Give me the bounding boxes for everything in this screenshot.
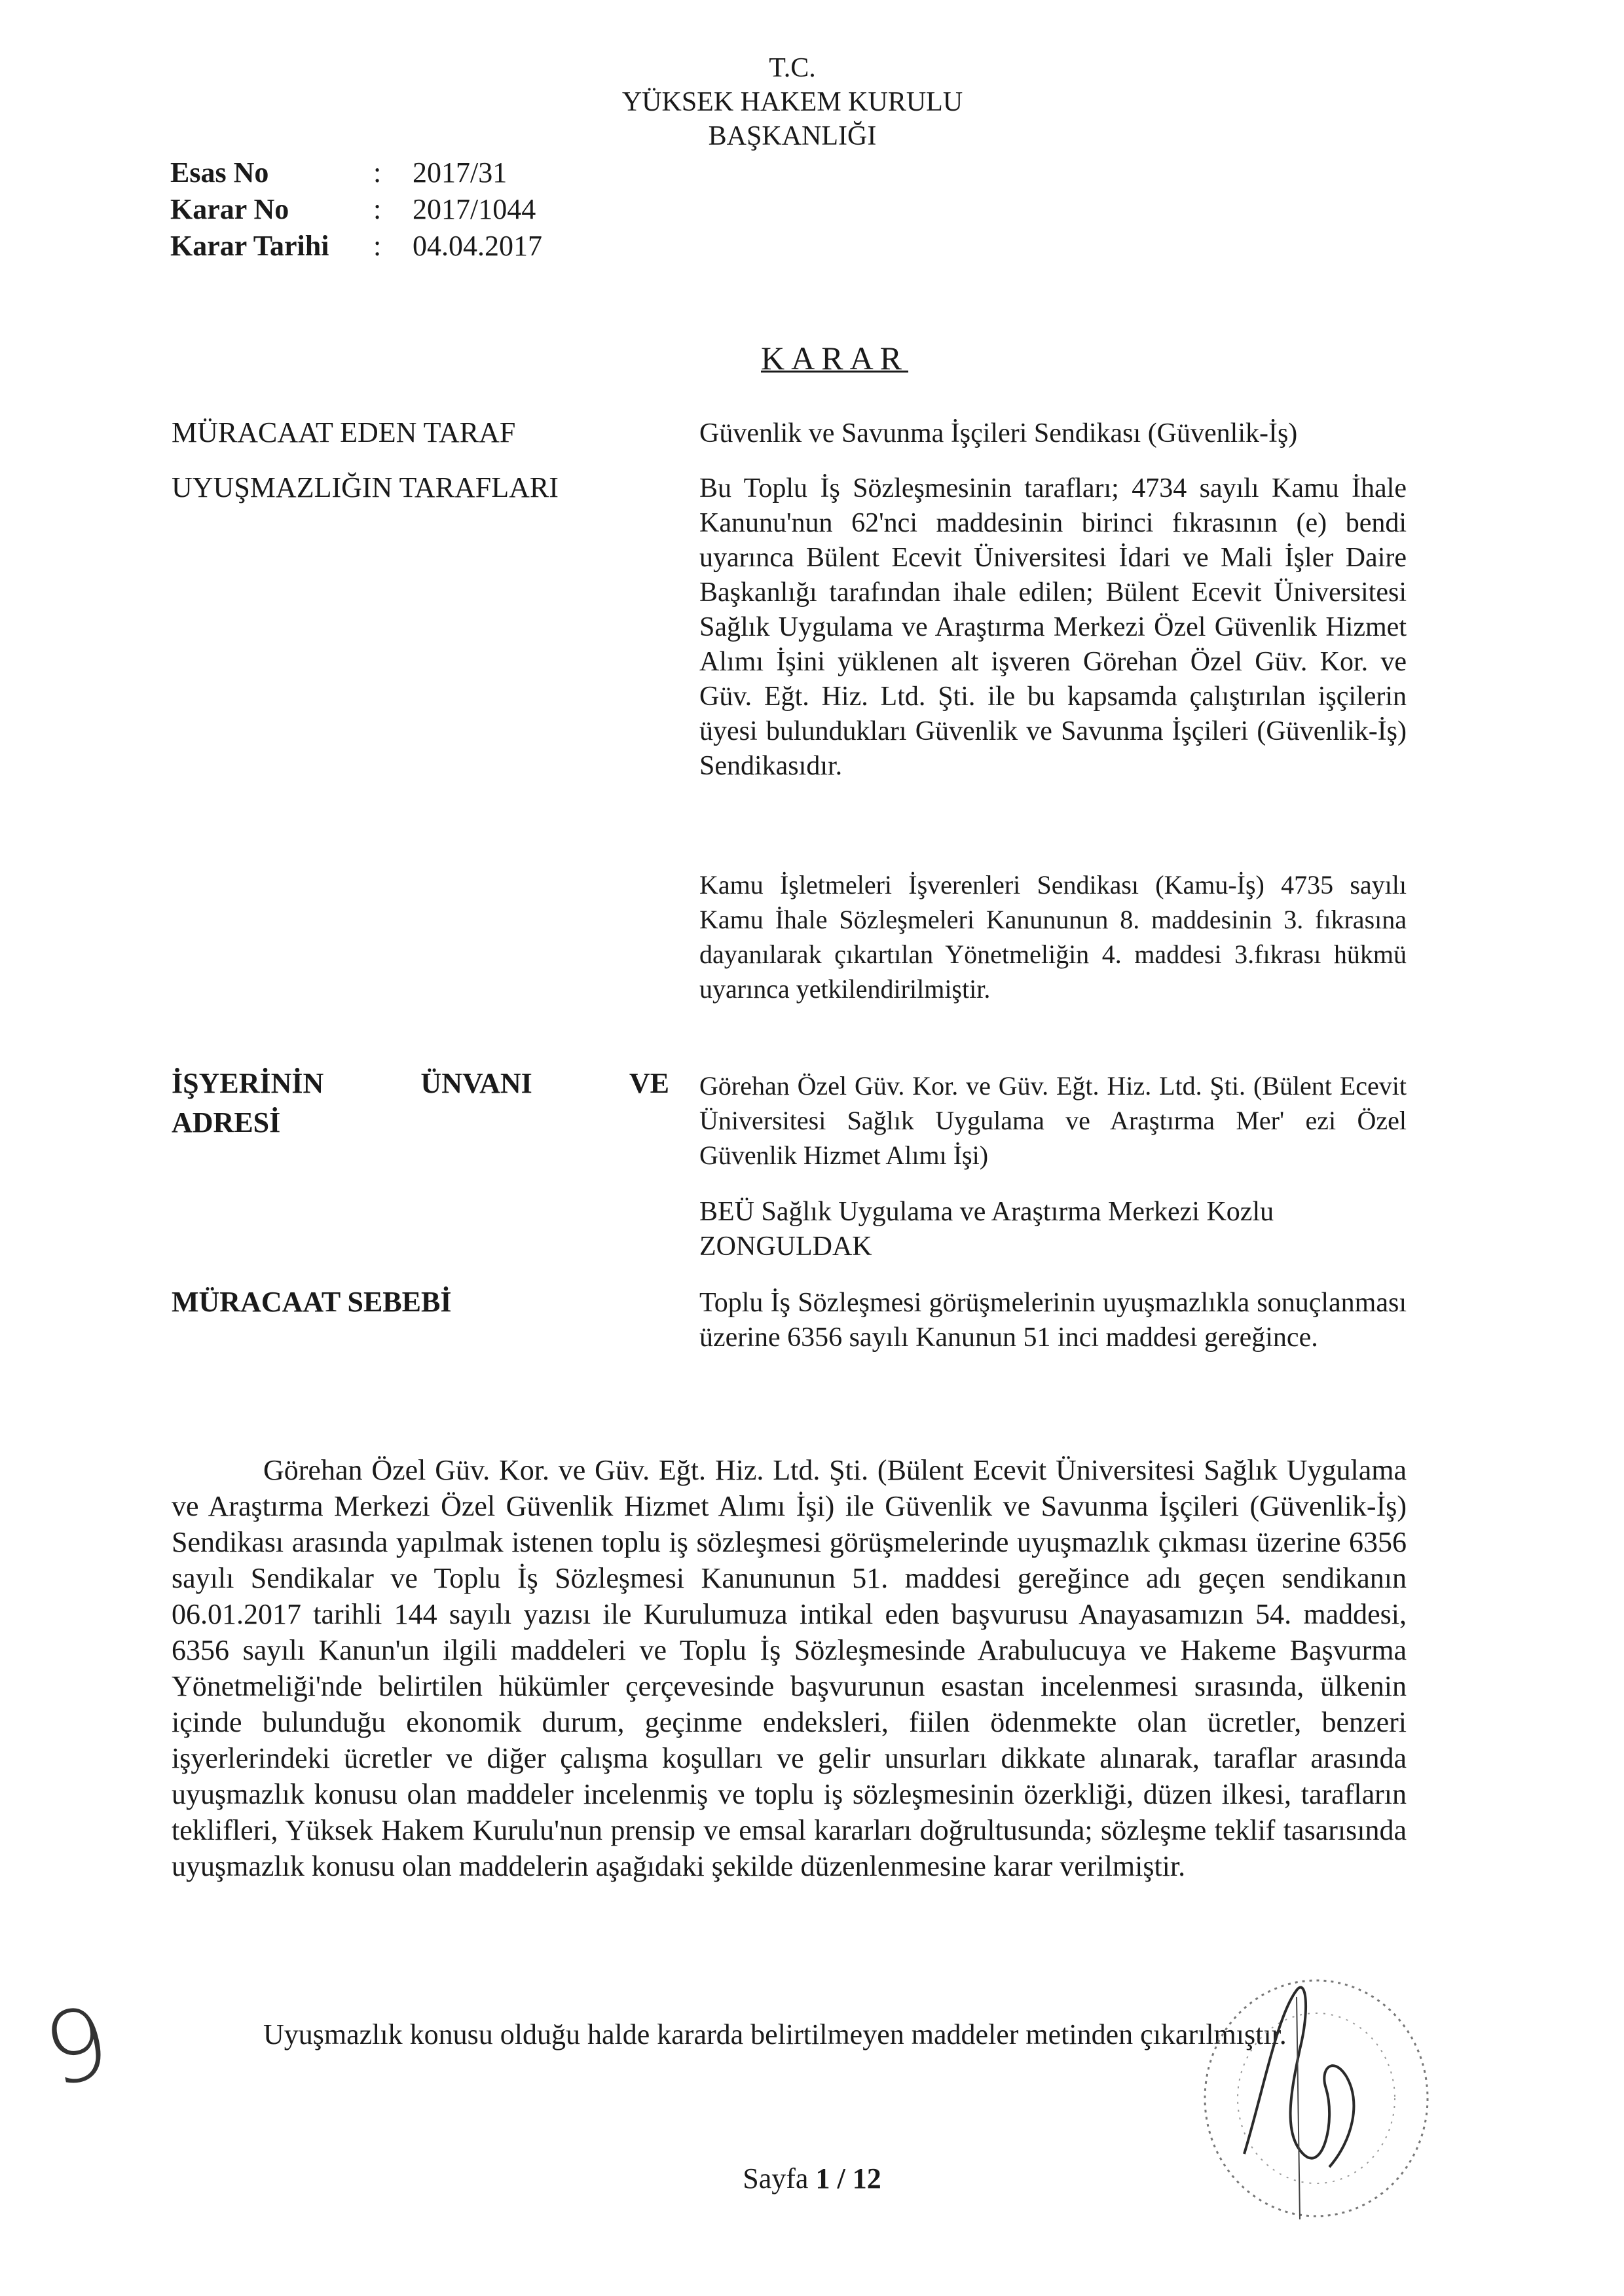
isyeri-label-word3: VE — [629, 1067, 669, 1099]
handwritten-page-mark: 9 — [34, 1984, 120, 2110]
isyeri-label-line2: ADRESİ — [172, 1106, 281, 1139]
isyeri-label-line1 — [172, 1065, 669, 1102]
page-separator: / — [837, 2162, 845, 2195]
document-title: KARAR — [761, 340, 909, 376]
taraflar-label: UYUŞMAZLIĞIN TARAFLARI — [172, 471, 559, 503]
page-current: 1 — [815, 2162, 830, 2195]
karar-label: Karar No — [170, 193, 289, 225]
karar-sep: : — [373, 193, 382, 225]
karar-value: 2017/1044 — [413, 193, 536, 225]
tarih-row — [170, 228, 629, 264]
tarih-label: Karar Tarihi — [170, 230, 329, 262]
muracaat-eden-label: MÜRACAAT EDEN TARAF — [172, 416, 516, 448]
header-institution: YÜKSEK HAKEM KURULU — [621, 87, 963, 117]
header-country: T.C. — [769, 53, 816, 83]
taraflar-text-2: Kamu İşletmeleri İşverenleri Sendikası (Kamu-İş) 4735 sayılı Kamu İhale Sözleşmeleri Kanununun 8. maddesinin 3. fıkrasına dayanılarak çıkartılan Yönetmeliğin 4. maddesi 3.fıkrası hükmü uyarınca yetkilendirilmiştir. — [699, 870, 1407, 1004]
isyeri-label-word1: İŞYERİNİN — [172, 1067, 324, 1099]
body-paragraph-1: Görehan Özel Güv. Kor. ve Güv. Eğt. Hiz. Ltd. Şti. (Bülent Ecevit Üniversitesi Sağlık Uygulama ve Araştırma Merkezi Özel Güvenlik Hizmet Alımı İşi) ile Güvenlik ve Savunma İşçileri (Güvenlik-İş) Sendikası arasında yapılmak istenen toplu iş sözleşmesi görüşmelerinde uyuşmazlık çıkması üzerine 6356 sayılı Sendikalar ve Toplu İş Sözleşmesi Kanununun 51. maddesi gereğince adı geçen sendikanın 06.01.2017 tarihli 144 sayılı yazısı ile Kurulumuza intikal eden başvurusu Anayasamızın 54. maddesi, 6356 sayılı Kanun'un ilgili maddeleri ve Toplu İş Sözleşmesinde Arabulucuya ve Hakeme Başvurma Yönetmeliği'nde belirtilen hükümler çerçevesinde başvurunun esastan incelenmesi sırasında, ülkenin içinde bulunduğu ekonomik durum, geçinme endeksleri, fiilen ödenmekte olan ücretler, benzeri işyerlerindeki ücretler ve diğer çalışma koşulları ve gelir unsurları dikkate alınarak, taraflar arasında uyuşmazlık konusu olan maddeler incelenmiş ve toplu iş sözleşmesinin özerkliği, düzen ilkesi, tarafların teklifleri, Yüksek Hakem Kurulu'nun prensip ve emsal kararları doğrultusunda; sözleşme teklif tasarısında uyuşmazlık konusu olan maddelerin aşağıdaki şekilde düzenlenmesine karar verilmiştir. — [172, 1454, 1407, 1882]
body-paragraph-2: Uyuşmazlık konusu olduğu halde kararda belirtilmeyen maddeler metinden çıkarılmıştır. — [263, 2018, 1287, 2050]
taraflar-text-1: Bu Toplu İş Sözleşmesinin tarafları; 4734 sayılı Kamu İhale Kanunu'nun 62'nci maddesinin birinci fıkrasının (e) bendi uyarınca Bülent Ecevit Üniversitesi İdari ve Mali İşler Daire Başkanlığı tarafından ihale edilen; Bülent Ecevit Üniversitesi Sağlık Uygulama ve Araştırma Merkezi Özel Güvenlik Hizmet Alımı İşini yüklenen alt işveren Görehan Özel Güv. Kor. ve Güv. Eğt. Hiz. Ltd. Şti. ile bu kapsamda çalıştırılan işçilerin üyesi bulundukları Güvenlik ve Savunma İşçileri (Güvenlik-İş) Sendikasıdır. — [699, 473, 1407, 781]
sebep-text: Toplu İş Sözleşmesi görüşmelerinin uyuşmazlıkla sonuçlanması üzerine 6356 sayılı Kanunun 51 inci maddesi gereğince. — [699, 1288, 1407, 1353]
document-header — [544, 51, 1041, 153]
case-meta — [170, 155, 629, 264]
muracaat-eden-text: Güvenlik ve Savunma İşçileri Sendikası (Güvenlik-İş) — [699, 418, 1298, 448]
esas-sep: : — [373, 156, 382, 189]
karar-row — [170, 191, 629, 228]
esas-value: 2017/31 — [413, 156, 507, 189]
page-footer — [681, 2162, 943, 2195]
isyeri-text-2: BEÜ Sağlık Uygulama ve Araştırma Merkezi Kozlu ZONGULDAK — [699, 1197, 1274, 1262]
header-department: BAŞKANLIĞI — [708, 121, 877, 151]
seal-and-signature — [1166, 1958, 1467, 2232]
signature-tail — [1297, 1997, 1300, 2219]
tarih-sep: : — [373, 230, 382, 262]
page-total: 12 — [852, 2162, 881, 2195]
esas-label: Esas No — [170, 156, 269, 189]
tarih-value: 04.04.2017 — [413, 230, 542, 262]
isyeri-text-1: Görehan Özel Güv. Kor. ve Güv. Eğt. Hiz. Ltd. Şti. (Bülent Ecevit Üniversitesi Sağlık Uygulama ve Araştırma Mer' ezi Özel Güvenlik Hizmet Alımı İşi) — [699, 1071, 1407, 1170]
isyeri-label-word2: ÜNVANI — [420, 1067, 532, 1099]
page-prefix: Sayfa — [743, 2162, 809, 2195]
sebep-label: MÜRACAAT SEBEBİ — [172, 1286, 452, 1318]
esas-row — [170, 155, 629, 191]
